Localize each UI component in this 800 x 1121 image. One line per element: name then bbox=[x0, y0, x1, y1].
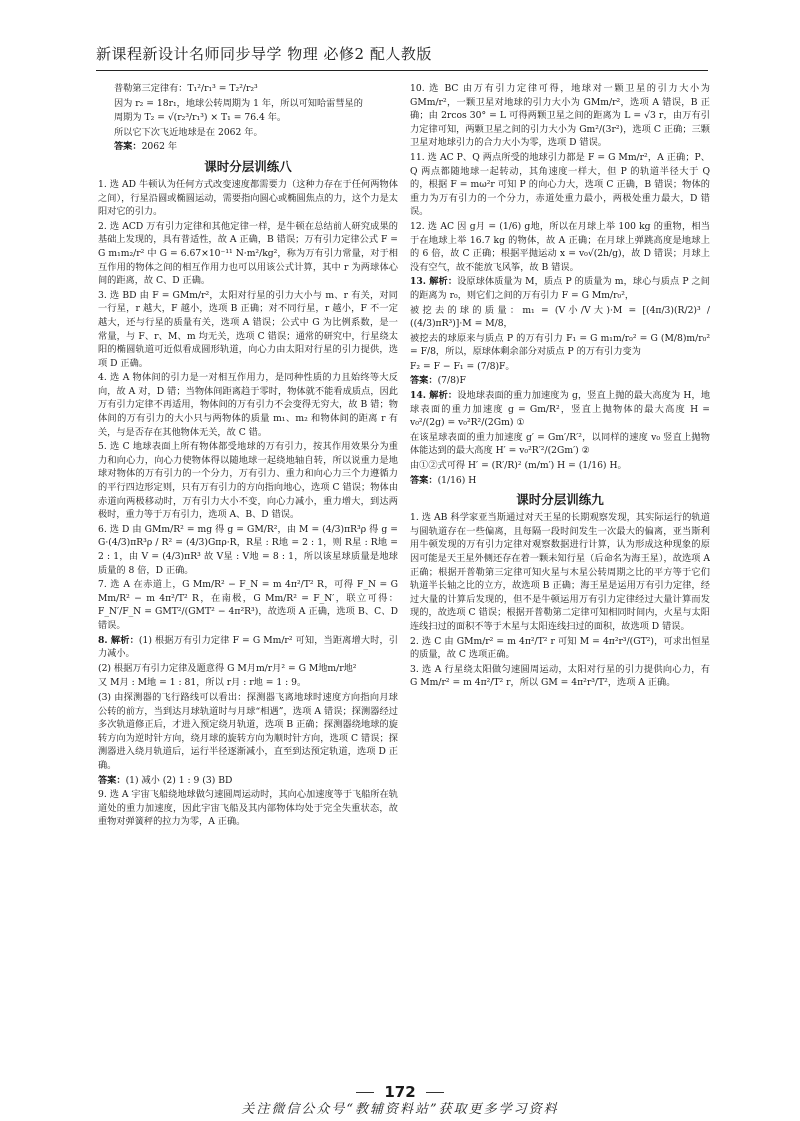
page-header bbox=[96, 38, 708, 71]
answer-label: 答案： bbox=[410, 474, 438, 486]
answer-item-r1: 1. 选 AB 科学家亚当斯通过对天王星的长期观察发现，其实际运行的轨道与圆轨道存在一些偏离，且每隔一段时间发生一次最大的偏离，亚当斯利用牛顿发现的万有引力定律对观察数据进行计算，认为形成这种现象的原因可能是天王星外侧还存在着一颗未知行星（后命名为海王星），故选项 A 正确；根据开普勒第三定律可知火星与木星公转周期之比的平方等于它们轨道半长轴之比的立方，故选项 B 正确；海王星是运用万有引力定律，经过大量的计算后发现的，但不是牛顿运用万有引力定律经过大量计算而发现的，故选项 C 错误；根据开普勒第二定律可知相同时间内，火星与太阳连线扫过的面积不等于木星与太阳连线扫过的面积，故选项 D 错误。 bbox=[410, 512, 710, 632]
solution-text: 被挖去的球原来与质点 P 的万有引力 F₁ = G m₁m/r₀² = G (M/8)m/r₀² = F/8，所以，原球体剩余部分对质点 P 的万有引力变为 bbox=[410, 332, 710, 358]
solution-text: 被挖去的球的质量：m₁ = (V小/V大)·M = [(4π/3)(R/2)³ / ((4/3)πR³)]·M = M/8， bbox=[410, 304, 710, 330]
section-title-9: 课时分层训练九 bbox=[516, 492, 604, 508]
text-line: 所以它下次飞近地球是在 2062 年。 bbox=[114, 126, 263, 138]
solution-text: (3) 由探测器的飞行路线可以看出：探测器飞离地球时速度方向指向月球公转的前方，当到达月球轨道时与月球“相遇”，选项 A 错误；探测器经过多次轨道修正后，才进入预定绕月轨道，选项 B 正确；探测器绕地球的旋转方向为逆时针方向，绕月球的旋转方向为顺时针方向，选项 C 错误；探测器进入绕月轨道后，运行半径逐渐减小，直至到达预定轨道，选项 D 正确。 bbox=[98, 691, 398, 771]
answer-item-10: 10. 选 BC 由万有引力定律可得，地球对一颗卫星的引力大小为 GMm/r²，一颗卫星对地球的引力大小为 GMm/r²，选项 A 错误，B 正确；由 2rcos 30° = L 可得两颗卫星之间的距离为 L = √3 r，由万有引力定律可知，两颗卫星之间的引力大小为 Gm²/(3r²)，选项 C 正确；三颗卫星对地球引力的合力大小为零，选项 D 错误。 bbox=[410, 83, 710, 149]
answer-label: 答案： bbox=[98, 774, 126, 786]
solution-text: (2) 根据万有引力定律及题意得 G M月m/r月² = G M地m/r地² bbox=[98, 662, 357, 674]
solution-text: 由①②式可得 H′ = (R′/R)² (m/m′) H = (1/16) H。 bbox=[410, 460, 627, 472]
answer-line bbox=[98, 774, 398, 788]
period-formula: 周期为 T₂ = √(r₂³/r₁³) × T₁ = 76.4 年。 bbox=[114, 112, 287, 124]
answer-item-12: 12. 选 AC 因 g月 = (1/6) g地，所以在月球上举 100 kg 的重物，相当于在地球上举 16.7 kg 的物体，故 A 正确；在月球上弹跳高度是地球上的 6 倍，故 C 正确；根据平抛运动 x = v₀√(2h/g)，故 D 错误；月球上没有空气，故不能放飞风筝，故 B 错误。 bbox=[410, 220, 710, 273]
solution-text: 在该星球表面的重力加速度 g′ = Gm′/R′²，以同样的速度 v₀ 竖直上抛物体能达到的最大高度 H′ = v₀²R′²/(2Gm′) ② bbox=[410, 431, 710, 457]
answer-item-6: 6. 选 D 由 GMm/R² = mg 得 g = GM/R²，由 M = (4/3)πR³ρ 得 g = G·(4/3)πR³ρ / R² = (4/3)Gπρ·R，R星 : R地 = 2 : 1，则 R星 : R地 = 2 : 1，由 V = (4/3)πR³ 故 V星 : V地 = 8 : 1，所以该星球质量是地球质量的 8 倍，D 正确。 bbox=[98, 523, 398, 576]
kepler-formula: 普勒第三定律有：T₁²/r₁³ = T₂²/r₂³ bbox=[114, 83, 258, 94]
answer-item-8 bbox=[98, 634, 398, 661]
answer-value: 2062 年 bbox=[141, 141, 178, 153]
page-number-text: 172 bbox=[384, 1083, 416, 1101]
answer-item-9: 9. 选 A 宇宙飞船绕地球做匀速圆周运动时，其向心加速度等于飞船所在轨道处的重力加速度，因此宇宙飞船及其内部物体均处于完全失重状态，故重物对弹簧秤的拉力为零，A 正确。 bbox=[98, 789, 398, 828]
solution-text: F₂ = F − F₁ = (7/8)F。 bbox=[410, 360, 515, 372]
answer-item-r3: 3. 选 A 行星绕太阳做匀速圆周运动，太阳对行星的引力提供向心力，有 G Mm/r² = m 4π²/T² r，所以 GM = 4π²r³/T²，选项 A 正确。 bbox=[410, 663, 710, 689]
solution-text: 设原球体质量为 M，质点 P 的质量为 m，球心与质点 P 之间的距离为 r₀，则它们之间的万有引力 F = G Mm/r₀²， bbox=[410, 276, 710, 301]
answer-value: (1) 减小 (2) 1 : 9 (3) BD bbox=[125, 774, 233, 786]
answer-label: 答案： bbox=[410, 375, 438, 387]
answer-value: (1/16) H bbox=[437, 474, 477, 486]
answer-item-5: 5. 选 C 地球表面上所有物体都受地球的万有引力，按其作用效果分为重力和向心力，向心力使物体得以随地球一起绕地轴自转，所以说重力是地球对物体的万有引力的一个分力，万有引力、重力和向心力三个力遵循力的平行四边形定则，只有万有引力的方向指向地心，选项 C 错误；物体由赤道向两极移动时，万有引力大小不变，向心力减小，重力增大，到达两极时，重力等于万有引力，选项 A、B、D 错误。 bbox=[98, 441, 398, 521]
solution-text: (1) 根据万有引力定律 F = G Mm/r² 可知，当距离增大时，引力减小。 bbox=[98, 634, 398, 660]
answer-value: (7/8)F bbox=[437, 375, 466, 387]
answer-item-13 bbox=[410, 275, 710, 302]
answer-item-r2: 2. 选 C 由 GMm/r² = m 4π²/T² r 可知 M = 4π²r³/(GT²)，可求出恒星的质量，故 C 选项正确。 bbox=[410, 635, 710, 661]
answer-line bbox=[410, 374, 710, 388]
answer-item-3: 3. 选 BD 由 F = GMm/r²，太阳对行星的引力大小与 m、r 有关，对同一行星，r 越大，F 越小，选项 B 正确；对不同行星，r 越小，F 不一定越大，还与行星的质量有关，选项 A 错误；公式中 G 为比例系数，是一常量，与 F、r、M、m 均无关，选项 C 错误；通常的研究中，行星绕太阳的椭圆轨道可近似看成圆形轨道，向心力由太阳对行星的引力提供，选项 D 正确。 bbox=[98, 289, 398, 369]
solution-text: 又 M月 : M地 = 1 : 81，所以 r月 : r地 = 1 : 9。 bbox=[98, 677, 307, 689]
divider bbox=[426, 1092, 444, 1093]
answer-item-4: 4. 选 A 物体间的引力是一对相互作用力，是同种性质的力且始终等大反向，故 A 对，D 错；当物体间距离趋于零时，物体就不能看成质点，因此万有引力定律不再适用，物体间的万有引力不会变得无穷大，故 B 错；物体间的万有引力的大小只与两物体的质量 m₁、m₂ 和物体间的距离 r 有关，与是否存在其他物体无关，故 C 错。 bbox=[98, 372, 398, 438]
footer-handwritten-note: 关注微信公众号“教辅资料站”获取更多学习资料 bbox=[241, 1102, 559, 1117]
answer-item-11: 11. 选 AC P、Q 两点所受的地球引力都是 F = G Mm/r²，A 正确；P、Q 两点都随地球一起转动，其角速度一样大，但 P 的轨道半径大于 Q 的，根据 F = mω²r 可知 P 的向心力大，选项 C 正确，B 错误；物体的重力为万有引力的一个分力，赤道处重力最小，两极处重力最大，D 错误。 bbox=[410, 151, 710, 218]
answer-item-7: 7. 选 A 在赤道上，G Mm/R² − F_N = m 4π²/T² R，可得 F_N = G Mm/R² − m 4π²/T² R，在南极，G Mm/R² = F_N′，联立可得：F_N′/F_N = GMT²/(GMT² − 4π²R³)，故选项 A 正确，选项 B、C、D 错误。 bbox=[98, 579, 398, 631]
solution-label: 8. 解析： bbox=[98, 634, 139, 646]
answer-label: 答案： bbox=[114, 141, 142, 153]
answer-item-2: 2. 选 ACD 万有引力定律和其他定律一样，是牛顿在总结前人研究成果的基础上发现的，具有普适性，故 A 正确，B 错误；万有引力定律公式 F = G m₁m₂/r² 中 G = 6.67×10⁻¹¹ N·m²/kg²，称为万有引力常量，对于相互作用的物体之间的相互作用力也可以用该公式计算，其中 r 为两球体心间的距离，故 C、D 正确。 bbox=[98, 220, 398, 287]
text-line: 因为 r₂ = 18r₁，地球公转周期为 1 年，所以可知哈雷彗星的 bbox=[114, 97, 363, 109]
answer-item-1: 1. 选 AD 牛顿认为任何方式改变速度都需要力（这种力存在于任何两物体之间），行星沿圆或椭圆运动，需要指向圆心或椭圆焦点的力，这个力是太阳对它的引力。 bbox=[98, 178, 398, 218]
right-column bbox=[410, 82, 710, 1062]
solution-label: 13. 解析： bbox=[410, 276, 458, 288]
divider bbox=[356, 1092, 374, 1093]
solution-text: 设地球表面的重力加速度为 g，竖直上抛的最大高度为 H，地球表面的重力加速度 g = Gm/R²，竖直上抛物体的最大高度 H = v₀²/(2g) = v₀²R²/(2Gm) ① bbox=[410, 390, 710, 429]
solution-label: 14. 解析： bbox=[410, 390, 458, 402]
section-title-8: 课时分层训练八 bbox=[204, 158, 292, 174]
answer-line bbox=[410, 474, 710, 488]
answer-line bbox=[98, 140, 398, 154]
header-title: 新课程新设计名师同步导学 物理 必修2 配人教版 bbox=[96, 45, 432, 63]
answer-item-14 bbox=[410, 389, 710, 430]
left-column bbox=[98, 82, 398, 1062]
